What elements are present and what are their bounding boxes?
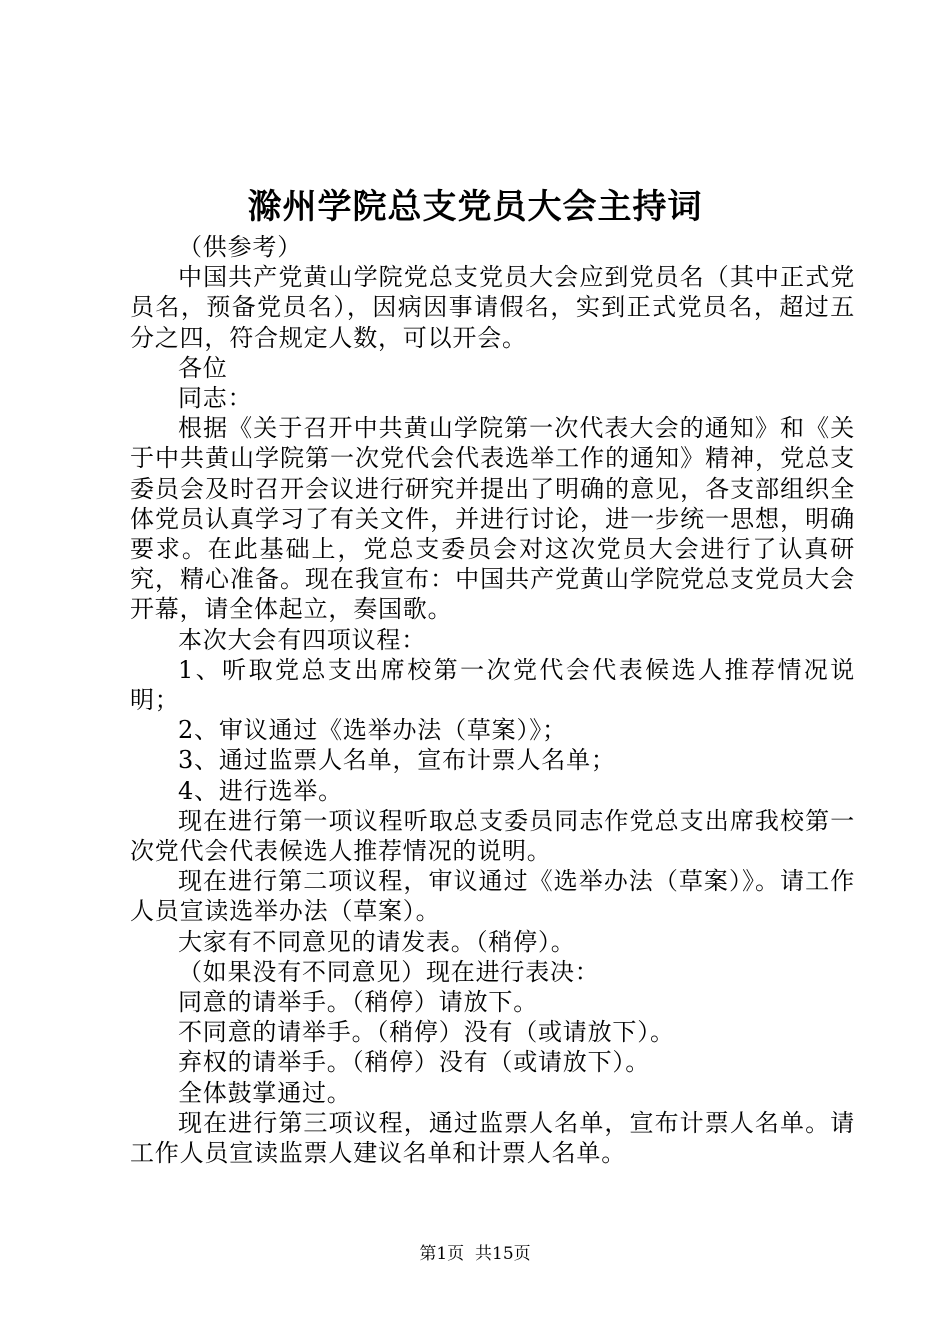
paragraph: 现在进行第一项议程听取总支委员同志作党总支出席我校第一次党代会代表候选人推荐情况的说明。 <box>130 806 855 866</box>
agenda-item: 4、进行选举。 <box>178 776 343 805</box>
paragraph: 同意的请举手。（稍停）请放下。 <box>178 988 538 1017</box>
paragraph: 全体鼓掌通过。 <box>178 1078 352 1107</box>
paragraph: 现在进行第二项议程，审议通过《选举办法（草案）》。请工作人员宣读选举办法（草案）。 <box>130 867 855 926</box>
paragraph: 中国共产党黄山学院党总支党员大会应到党员名（其中正式党员名，预备党员名），因病因事请假名，实到正式党员名，超过五分之四，符合规定人数，可以开会。 <box>130 263 855 352</box>
paragraph: 同志： <box>178 384 253 413</box>
page-footer <box>0 1242 950 1266</box>
document-title: 滁州学院总支党员大会主持词 <box>247 187 703 227</box>
paragraph: （如果没有不同意见）现在进行表决： <box>178 957 600 986</box>
paragraph: 大家有不同意见的请发表。（稍停）。 <box>178 927 576 956</box>
document-body <box>130 232 855 1168</box>
paragraph: （供参考） <box>178 233 302 261</box>
page-number: 第1页 <box>419 1244 465 1264</box>
paragraph: 现在进行第三项议程，通过监票人名单，宣布计票人名单。请工作人员宣读监票人建议名单和计票人名单。 <box>130 1108 855 1168</box>
paragraph: 本次大会有四项议程： <box>178 625 426 654</box>
paragraph: 各位 <box>178 353 228 382</box>
agenda-item: 2、审议通过《选举办法（草案）》； <box>178 716 567 745</box>
paragraph: 不同意的请举手。（稍停）没有（或请放下）。 <box>178 1018 675 1047</box>
paragraph: 根据《关于召开中共黄山学院第一次代表大会的通知》和《关于中共黄山学院第一次党代会代表选举工作的通知》精神，党总支委员会及时召开会议进行研究并提出了明确的意见，各支部组织全体党员认真学习了有关文件，并进行讨论，进一步统一思想，明确要求。在此基础上，党总支委员会对这次党员大会进行了认真研究，精心准备。现在我宣布：中国共产党黄山学院党总支党员大会开幕，请全体起立，奏国歌。 <box>130 414 855 624</box>
agenda-item: 1、听取党总支出席校第一次党代会代表候选人推荐情况说明； <box>130 655 855 715</box>
agenda-item: 3、通过监票人名单，宣布计票人名单； <box>178 746 616 775</box>
paragraph: 弃权的请举手。（稍停）没有（或请放下）。 <box>178 1048 650 1077</box>
page-total: 共15页 <box>475 1244 531 1264</box>
